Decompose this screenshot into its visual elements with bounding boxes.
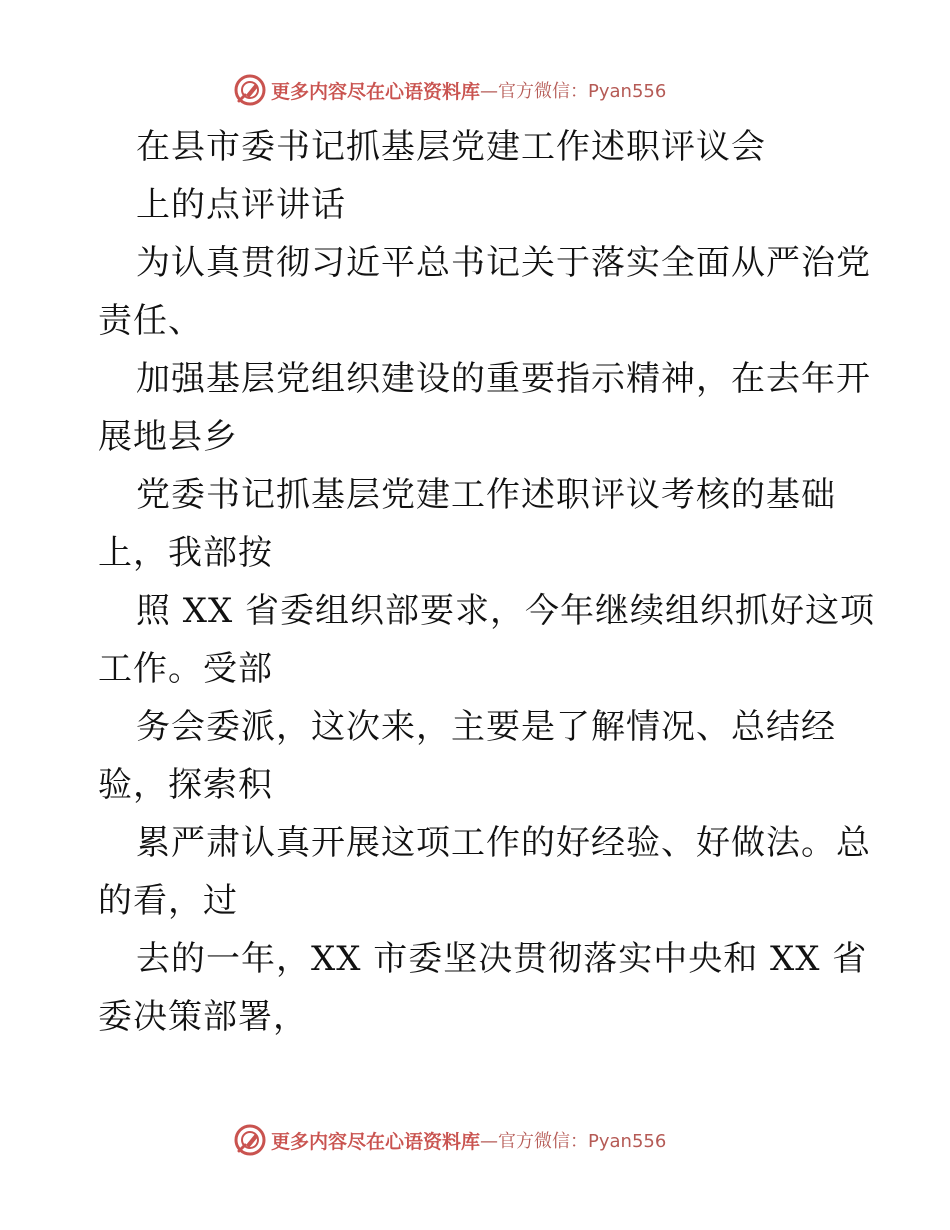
paragraph-line: 委决策部署，: [98, 997, 308, 1037]
watermark-contact: —官方微信：Pyan556: [480, 81, 667, 102]
header-watermark: [233, 72, 666, 108]
paragraph-line: 去的一年，XX 市委坚决贯彻落实中央和 XX 省: [136, 939, 868, 979]
watermark-text: 更多内容尽在心语资料库: [271, 80, 481, 103]
document-body: [98, 118, 876, 1046]
title-line-1: 在县市委书记抓基层党建工作述职评议会: [136, 127, 766, 167]
paragraph-line: 的看，过: [98, 881, 238, 921]
pen-nib-circle-icon: [233, 1123, 267, 1157]
paragraph-line: 照 XX 省委组织部要求，今年继续组织抓好这项: [136, 591, 876, 631]
paragraph-line: 验，探索积: [98, 765, 273, 805]
paragraph-line: 加强基层党组织建设的重要指示精神，在去年开: [136, 359, 871, 399]
paragraph-line: 责任、: [98, 301, 203, 341]
paragraph-line: 上，我部按: [98, 533, 273, 573]
paragraph-line: 党委书记抓基层党建工作述职评议考核的基础: [136, 475, 836, 515]
paragraph-line: 累严肃认真开展这项工作的好经验、好做法。总: [136, 823, 871, 863]
paragraph-line: 工作。受部: [98, 649, 273, 689]
footer-watermark: [233, 1122, 666, 1158]
paragraph-line: 务会委派，这次来，主要是了解情况、总结经: [136, 707, 836, 747]
watermark-text: 更多内容尽在心语资料库: [271, 1130, 481, 1153]
paragraph-line: 展地县乡: [98, 417, 238, 457]
watermark-contact: —官方微信：Pyan556: [480, 1131, 667, 1152]
paragraph-line: 为认真贯彻习近平总书记关于落实全面从严治党: [136, 243, 871, 283]
pen-nib-circle-icon: [233, 73, 267, 107]
title-line-2: 上的点评讲话: [136, 185, 346, 225]
